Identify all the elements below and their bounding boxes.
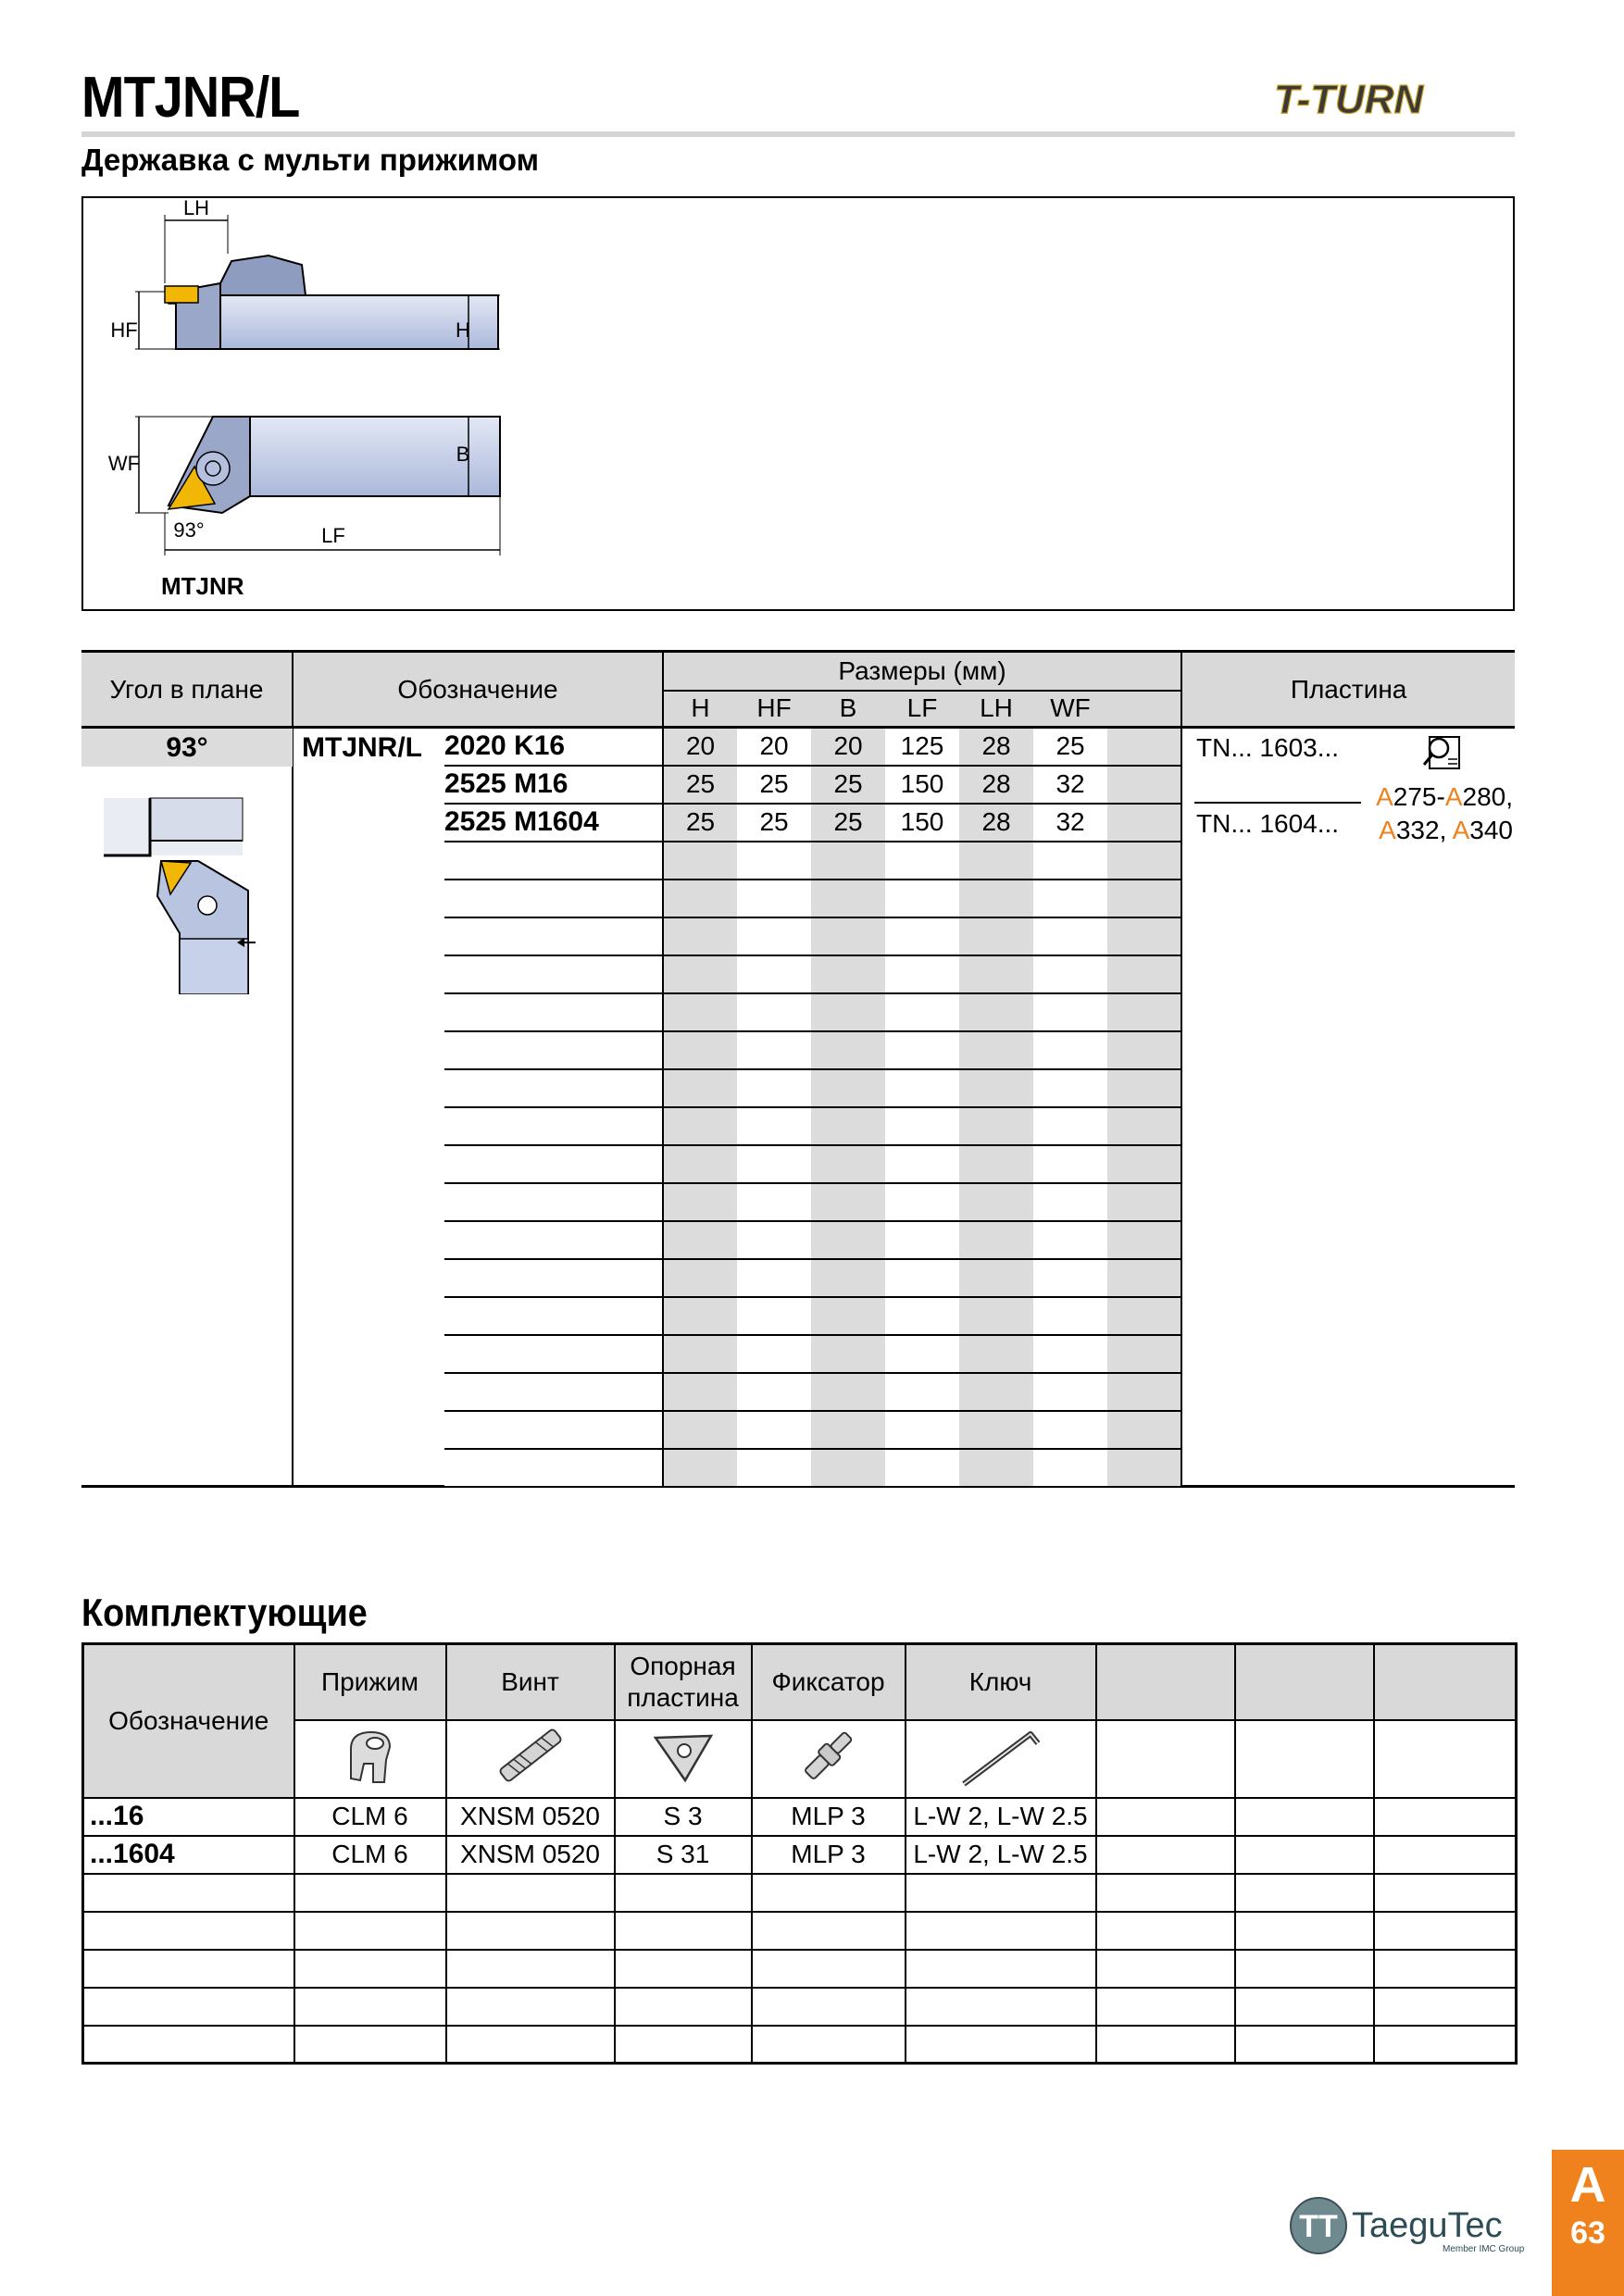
series-name: MTJNR/L <box>302 732 422 763</box>
acc-lock <box>752 1950 906 1988</box>
acc-code <box>83 1874 294 1912</box>
dim-col-b: B <box>811 691 885 728</box>
dim-value-h: 20 <box>663 728 737 766</box>
dim-value-wf <box>1033 1031 1107 1069</box>
acc-empty <box>1235 1988 1374 2026</box>
designation-code <box>444 917 663 955</box>
dimensions-table <box>81 650 1515 1488</box>
acc-clamp <box>294 1874 446 1912</box>
dim-value-lh <box>959 880 1033 917</box>
acc-lock <box>752 1912 906 1950</box>
series-column <box>293 728 444 1487</box>
acc-key <box>906 1874 1096 1912</box>
dim-value-lf <box>885 880 959 917</box>
dim-value-hf <box>737 1069 811 1107</box>
dim-value-h <box>663 1449 737 1487</box>
dim-value-h <box>663 1069 737 1107</box>
designation-code <box>444 1259 663 1297</box>
dim-value-lf <box>885 993 959 1031</box>
dim-value-h <box>663 1373 737 1411</box>
dim-value-lf: 150 <box>885 766 959 804</box>
accessories-body <box>83 1798 1517 2064</box>
acc-empty <box>1374 1874 1517 1912</box>
dim-value-wf: 32 <box>1033 804 1107 842</box>
dim-value-wf <box>1033 993 1107 1031</box>
acc-empty <box>1235 1874 1374 1912</box>
dim-col-empty <box>1107 691 1181 728</box>
dim-value-b <box>811 1373 885 1411</box>
acc-empty <box>1096 2026 1235 2064</box>
dim-value-h <box>663 1107 737 1145</box>
dim-value-hf <box>737 917 811 955</box>
hex-key-icon <box>945 1723 1056 1788</box>
dim-value-hf: 25 <box>737 766 811 804</box>
acc-empty <box>1235 1950 1374 1988</box>
page-title: MTJNR/L <box>81 66 300 130</box>
dim-value-wf <box>1033 1145 1107 1183</box>
dim-value-empty <box>1107 1145 1181 1183</box>
dim-value-h <box>663 993 737 1031</box>
acc-code: ...16 <box>83 1798 294 1836</box>
company-name: TaeguTec <box>1352 2206 1503 2245</box>
accessories-table <box>81 1642 1518 2065</box>
acc-lock <box>752 2026 906 2064</box>
acc-code: ...1604 <box>83 1836 294 1874</box>
acc-shim <box>615 1950 752 1988</box>
dim-value-b <box>811 1145 885 1183</box>
insert-1604: TN... 1604... <box>1196 809 1340 838</box>
clamp-icon <box>338 1723 403 1788</box>
dim-value-hf <box>737 1373 811 1411</box>
acc-empty <box>1374 1836 1517 1874</box>
dim-value-h <box>663 1183 737 1221</box>
acc-shim: S 3 <box>615 1798 752 1836</box>
label-b: B <box>456 443 470 466</box>
dim-value-wf <box>1033 1449 1107 1487</box>
label-lh: LH <box>182 198 210 219</box>
acc-empty <box>1096 1950 1235 1988</box>
dim-value-lf <box>885 1449 959 1487</box>
table-row <box>83 1836 1517 1874</box>
dim-value-empty <box>1107 1031 1181 1069</box>
dim-value-hf <box>737 1145 811 1183</box>
acc-col-key: Ключ <box>906 1644 1096 1720</box>
dim-value-wf <box>1033 1221 1107 1259</box>
designation-code <box>444 1449 663 1487</box>
acc-key <box>906 1988 1096 2026</box>
designation-code <box>444 1373 663 1411</box>
dim-value-wf <box>1033 1183 1107 1221</box>
dim-value-lh <box>959 1411 1033 1449</box>
dim-value-b <box>811 1183 885 1221</box>
label-lf: LF <box>321 524 345 547</box>
designation-code: 2020 K16 <box>444 728 663 766</box>
acc-shim <box>615 1874 752 1912</box>
acc-lock: MLP 3 <box>752 1798 906 1836</box>
acc-key: L-W 2, L-W 2.5 <box>906 1836 1096 1874</box>
top-view <box>108 417 500 600</box>
dim-value-lf <box>885 1183 959 1221</box>
side-view <box>110 198 500 349</box>
dim-value-lh <box>959 1069 1033 1107</box>
acc-col-empty-1 <box>1096 1644 1235 1720</box>
dim-value-wf <box>1033 1107 1107 1145</box>
dim-value-lh <box>959 955 1033 993</box>
acc-key <box>906 2026 1096 2064</box>
angle-value: 93° <box>81 729 293 767</box>
dim-value-h <box>663 1259 737 1297</box>
dim-value-lh <box>959 1449 1033 1487</box>
table-row <box>83 1950 1517 1988</box>
acc-col-screw: Винт <box>446 1644 615 1720</box>
dim-value-empty <box>1107 955 1181 993</box>
dim-value-lh <box>959 917 1033 955</box>
clamp-icon-cell <box>294 1720 446 1798</box>
section-tab[interactable] <box>1552 2150 1624 2296</box>
dim-value-lh <box>959 993 1033 1031</box>
dim-value-b: 20 <box>811 728 885 766</box>
dim-value-b <box>811 1411 885 1449</box>
dim-value-h <box>663 880 737 917</box>
magnifier-icon[interactable] <box>1422 733 1463 770</box>
acc-empty <box>1235 1798 1374 1836</box>
acc-shim <box>615 1912 752 1950</box>
dim-value-lh <box>959 1335 1033 1373</box>
dim-value-h <box>663 1221 737 1259</box>
acc-screw: XNSM 0520 <box>446 1798 615 1836</box>
dim-value-lf <box>885 1411 959 1449</box>
label-hf: HF <box>110 318 138 342</box>
dim-value-b <box>811 842 885 880</box>
lock-icon-cell <box>752 1720 906 1798</box>
designation-code <box>444 1145 663 1183</box>
designation-code <box>444 1069 663 1107</box>
dim-value-lh <box>959 842 1033 880</box>
dim-value-lf <box>885 842 959 880</box>
dim-value-lf <box>885 1297 959 1335</box>
acc-clamp: CLM 6 <box>294 1836 446 1874</box>
acc-clamp <box>294 1912 446 1950</box>
acc-empty <box>1096 1798 1235 1836</box>
dim-value-empty <box>1107 766 1181 804</box>
dim-value-wf <box>1033 842 1107 880</box>
lock-pin-icon <box>792 1723 866 1788</box>
acc-col-shim: Опорная пластина <box>615 1644 752 1720</box>
acc-key: L-W 2, L-W 2.5 <box>906 1798 1096 1836</box>
dim-value-empty <box>1107 993 1181 1031</box>
key-icon-cell <box>906 1720 1096 1798</box>
svg-text:TT: TT <box>1299 2209 1338 2244</box>
dim-col-wf: WF <box>1033 691 1107 728</box>
dim-value-b <box>811 1031 885 1069</box>
acc-screw <box>446 1950 615 1988</box>
acc-empty <box>1096 1988 1235 2026</box>
col-insert-header: Пластина <box>1181 652 1515 728</box>
dim-value-empty <box>1107 1107 1181 1145</box>
label-wf: WF <box>107 452 141 475</box>
dim-value-b <box>811 1259 885 1297</box>
dim-value-b <box>811 993 885 1031</box>
dim-value-b <box>811 1335 885 1373</box>
acc-lock <box>752 1874 906 1912</box>
dim-value-hf <box>737 955 811 993</box>
dim-value-lf <box>885 917 959 955</box>
designation-code <box>444 993 663 1031</box>
page-subtitle: Державка с мульти прижимом <box>81 143 540 177</box>
dim-value-wf <box>1033 1411 1107 1449</box>
dim-col-lf: LF <box>885 691 959 728</box>
acc-col-designation: Обозначение <box>83 1644 294 1798</box>
dim-value-h <box>663 1335 737 1373</box>
acc-clamp: CLM 6 <box>294 1798 446 1836</box>
designation-code <box>444 1031 663 1069</box>
dim-value-wf: 25 <box>1033 728 1107 766</box>
designation-code: 2525 M16 <box>444 766 663 804</box>
t-turn-logo <box>1270 72 1515 124</box>
dim-value-b: 25 <box>811 804 885 842</box>
acc-empty <box>1235 2026 1374 2064</box>
dim-value-hf <box>737 1031 811 1069</box>
table-row <box>83 1798 1517 1836</box>
designation-code <box>444 1183 663 1221</box>
dim-value-empty <box>1107 1221 1181 1259</box>
dim-value-hf <box>737 1259 811 1297</box>
dim-value-lf <box>885 1031 959 1069</box>
designation-code <box>444 842 663 880</box>
screw-icon <box>489 1723 572 1788</box>
dim-value-hf <box>737 1221 811 1259</box>
dim-col-h: H <box>663 691 737 728</box>
shim-icon <box>646 1723 720 1788</box>
title-rule <box>81 131 1515 137</box>
acc-col-lock: Фиксатор <box>752 1644 906 1720</box>
dim-value-lh <box>959 1297 1033 1335</box>
acc-key <box>906 1950 1096 1988</box>
section-letter: A <box>1569 2157 1606 2213</box>
acc-screw <box>446 1988 615 2026</box>
dim-value-empty <box>1107 842 1181 880</box>
company-sub: Member IMC Group <box>1443 2244 1525 2254</box>
acc-empty <box>1235 1836 1374 1874</box>
dim-value-h <box>663 917 737 955</box>
dim-value-wf <box>1033 955 1107 993</box>
designation-code <box>444 1411 663 1449</box>
acc-clamp <box>294 2026 446 2064</box>
dim-value-lf <box>885 1335 959 1373</box>
acc-screw <box>446 2026 615 2064</box>
dim-value-h: 25 <box>663 766 737 804</box>
acc-code <box>83 1988 294 2026</box>
table-row <box>83 1988 1517 2026</box>
insert-1603: TN... 1603... <box>1196 733 1340 762</box>
dim-value-hf <box>737 842 811 880</box>
dim-value-lf <box>885 1259 959 1297</box>
dim-value-h: 25 <box>663 804 737 842</box>
dim-value-lh: 28 <box>959 804 1033 842</box>
designation-code <box>444 1107 663 1145</box>
dim-value-empty <box>1107 1373 1181 1411</box>
dim-value-lh <box>959 1145 1033 1183</box>
dim-value-lh <box>959 1107 1033 1145</box>
dim-value-wf <box>1033 1069 1107 1107</box>
acc-col-clamp: Прижим <box>294 1644 446 1720</box>
acc-shim: S 31 <box>615 1836 752 1874</box>
dim-value-lh <box>959 1183 1033 1221</box>
dim-value-lf <box>885 1107 959 1145</box>
dim-value-wf <box>1033 1373 1107 1411</box>
table-row <box>83 2026 1517 2064</box>
dim-value-b <box>811 1221 885 1259</box>
dim-value-hf: 20 <box>737 728 811 766</box>
dim-value-hf <box>737 1335 811 1373</box>
designation-code <box>444 1335 663 1373</box>
taegutec-logo <box>1287 2189 1528 2257</box>
dim-value-wf <box>1033 880 1107 917</box>
dim-value-empty <box>1107 1411 1181 1449</box>
label-h: H <box>456 318 470 342</box>
table-row <box>83 1874 1517 1912</box>
dim-value-b <box>811 955 885 993</box>
acc-empty <box>1235 1912 1374 1950</box>
acc-empty <box>1096 1836 1235 1874</box>
acc-clamp <box>294 1950 446 1988</box>
dim-value-b <box>811 1449 885 1487</box>
tool-diagram <box>81 196 1515 611</box>
acc-code <box>83 1950 294 1988</box>
dim-value-empty <box>1107 1069 1181 1107</box>
col-designation-header: Обозначение <box>293 652 663 728</box>
designation-code <box>444 1297 663 1335</box>
dim-value-hf <box>737 993 811 1031</box>
acc-empty <box>1374 1912 1517 1950</box>
col-angle-header: Угол в плане <box>81 652 293 728</box>
dim-value-lf <box>885 955 959 993</box>
acc-shim <box>615 2026 752 2064</box>
acc-col-empty-3 <box>1374 1644 1517 1720</box>
dim-col-lh: LH <box>959 691 1033 728</box>
dim-value-empty <box>1107 1335 1181 1373</box>
dim-col-hf: HF <box>737 691 811 728</box>
designation-code <box>444 880 663 917</box>
dim-value-b <box>811 917 885 955</box>
dim-value-empty <box>1107 728 1181 766</box>
table-row <box>83 1912 1517 1950</box>
dim-value-hf: 25 <box>737 804 811 842</box>
label-model: MTJNR <box>161 572 244 600</box>
accessories-title: Комплектующие <box>81 1591 368 1634</box>
acc-lock <box>752 1988 906 2026</box>
dim-value-hf <box>737 880 811 917</box>
dim-value-wf <box>1033 1335 1107 1373</box>
acc-empty <box>1374 1950 1517 1988</box>
designation-code: 2525 M1604 <box>444 804 663 842</box>
dim-value-b <box>811 1069 885 1107</box>
acc-clamp <box>294 1988 446 2026</box>
col-dims-header: Размеры (мм) <box>663 652 1181 691</box>
dim-value-lf <box>885 1373 959 1411</box>
acc-screw: XNSM 0520 <box>446 1836 615 1874</box>
dim-value-empty <box>1107 880 1181 917</box>
dim-value-b <box>811 1107 885 1145</box>
dim-value-lf <box>885 1069 959 1107</box>
dim-value-hf <box>737 1297 811 1335</box>
acc-shim <box>615 1988 752 2026</box>
acc-empty <box>1096 1912 1235 1950</box>
dim-value-lh <box>959 1221 1033 1259</box>
dim-value-hf <box>737 1107 811 1145</box>
shim-icon-cell <box>615 1720 752 1798</box>
insert-divider <box>1194 802 1361 804</box>
dim-value-h <box>663 1145 737 1183</box>
dim-value-empty <box>1107 1449 1181 1487</box>
ref-line-2: A332, A340 <box>1379 816 1513 844</box>
screw-icon-cell <box>446 1720 615 1798</box>
acc-code <box>83 2026 294 2064</box>
acc-screw <box>446 1874 615 1912</box>
dim-value-empty <box>1107 917 1181 955</box>
dim-value-wf: 32 <box>1033 766 1107 804</box>
dim-value-wf <box>1033 917 1107 955</box>
dim-value-lh <box>959 1259 1033 1297</box>
ref-line-1: A275-A280, <box>1376 782 1513 811</box>
dim-value-empty <box>1107 1297 1181 1335</box>
designation-code <box>444 955 663 993</box>
dim-value-empty <box>1107 1183 1181 1221</box>
page-number: 63 <box>1570 2215 1605 2251</box>
acc-screw <box>446 1912 615 1950</box>
holder-drawing <box>83 198 1517 613</box>
dim-value-wf <box>1033 1297 1107 1335</box>
dim-value-h <box>663 1297 737 1335</box>
dim-value-h <box>663 842 737 880</box>
acc-lock: MLP 3 <box>752 1836 906 1874</box>
label-angle: 93° <box>173 518 205 542</box>
dim-value-lf: 150 <box>885 804 959 842</box>
acc-empty <box>1374 1798 1517 1836</box>
logo-text: T-TURN <box>1274 77 1424 122</box>
dim-value-empty <box>1107 804 1181 842</box>
dim-value-wf <box>1033 1259 1107 1297</box>
acc-code <box>83 1912 294 1950</box>
dim-value-h <box>663 1411 737 1449</box>
designation-code <box>444 1221 663 1259</box>
dim-value-h <box>663 955 737 993</box>
dim-value-hf <box>737 1183 811 1221</box>
acc-empty <box>1374 1988 1517 2026</box>
dim-value-b <box>811 1297 885 1335</box>
dim-value-h <box>663 1031 737 1069</box>
dim-value-hf <box>737 1449 811 1487</box>
acc-empty <box>1374 2026 1517 2064</box>
dim-value-lh <box>959 1031 1033 1069</box>
dim-value-lh <box>959 1373 1033 1411</box>
acc-empty <box>1096 1874 1235 1912</box>
acc-col-empty-2 <box>1235 1644 1374 1720</box>
dim-value-lh: 28 <box>959 728 1033 766</box>
acc-key <box>906 1912 1096 1950</box>
catalog-references[interactable] <box>1374 780 1513 847</box>
dim-value-b <box>811 880 885 917</box>
dim-value-lf <box>885 1221 959 1259</box>
dim-value-lf: 125 <box>885 728 959 766</box>
dim-value-b: 25 <box>811 766 885 804</box>
approach-angle-thumbnail <box>102 794 257 994</box>
dim-value-lf <box>885 1145 959 1183</box>
dim-value-empty <box>1107 1259 1181 1297</box>
dim-value-hf <box>737 1411 811 1449</box>
dim-value-lh: 28 <box>959 766 1033 804</box>
